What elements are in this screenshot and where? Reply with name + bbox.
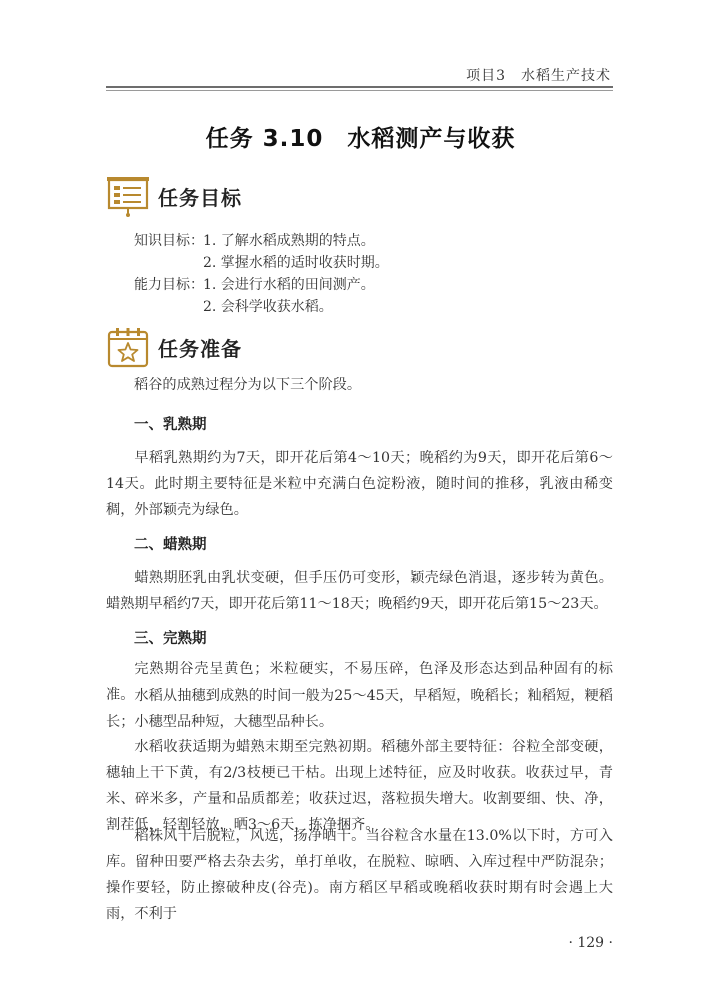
ability-label: 能力目标： (134, 277, 204, 293)
stage3-heading: 三、完熟期 (134, 631, 207, 647)
prep-intro: 稻谷的成熟过程分为以下三个阶段。 (134, 377, 362, 393)
stage2-text: 蜡熟期胚乳由乳状变硬，但手压仍可变形，颖壳绿色消退，逐步转为黄色。蜡熟期早稻约7天，即开花后第11～18天；晚稻约9天，即开花后第15～23天。 (106, 570, 613, 612)
header-rule (106, 86, 613, 88)
stage3-para2: 水稻从抽穗到成熟的时间一般为25～45天，早稻短，晚稻长；籼稻短，粳稻长；小穗型品种短，大穗型品种长。 (106, 688, 613, 730)
section-prep-heading (106, 325, 242, 369)
stage3-para1: 完熟期谷壳呈黄色；米粒硬实，不易压碎，色泽及形态达到品种固有的标准。 (106, 661, 613, 703)
presentation-board-icon (106, 174, 150, 218)
ability-item: 1. 会进行水稻的田间测产。 (203, 277, 375, 293)
header-rule-thin (106, 90, 613, 91)
page-number: · 129 · (568, 935, 613, 951)
knowledge-label: 知识目标： (134, 233, 204, 249)
stage2-heading: 二、蜡熟期 (134, 537, 207, 553)
page-title: 任务 3.10 水稻测产与收获 (205, 126, 516, 152)
stage1-heading: 一、乳熟期 (134, 417, 207, 433)
stage1-text: 早稻乳熟期约为7天，即开花后第4～10天；晚稻约为9天，即开花后第6～14天。此时期主要特征是米粒中充满白色淀粉液，随时间的推移，乳液由稀变稠，外部颖壳为绿色。 (106, 450, 613, 518)
stage3-para4: 稻株风干后脱粒，风选，扬净晒干。当谷粒含水量在13.0%以下时，方可入库。留种田要严格去杂去劣，单打单收，在脱粒、晾晒、入库过程中严防混杂；操作要轻，防止擦破种皮(谷壳)。南方稻区早稻或晚稻收获时期有时会遇上大雨，不利于 (106, 828, 613, 922)
calendar-star-icon (106, 325, 150, 369)
section-goals-title: 任务目标 (158, 185, 242, 210)
ability-item: 2. 会科学收获水稻。 (203, 299, 333, 315)
running-head: 项目3 水稻生产技术 (466, 68, 611, 84)
section-goals-heading (106, 174, 242, 218)
knowledge-item: 2. 掌握水稻的适时收获时期。 (203, 255, 389, 271)
section-prep-title: 任务准备 (158, 336, 242, 361)
knowledge-item: 1. 了解水稻成熟期的特点。 (203, 233, 375, 249)
stage3-para3: 水稻收获适期为蜡熟末期至完熟初期。稻穗外部主要特征：谷粒全部变硬，穗轴上干下黄，有2/3枝梗已干枯。出现上述特征，应及时收获。收获过早，青米、碎米多，产量和品质都差；收获过迟，落粒损失增大。收割要细、快、净，割茬低，轻割轻放，晒3～6天，拣净捆齐。 (106, 739, 613, 833)
